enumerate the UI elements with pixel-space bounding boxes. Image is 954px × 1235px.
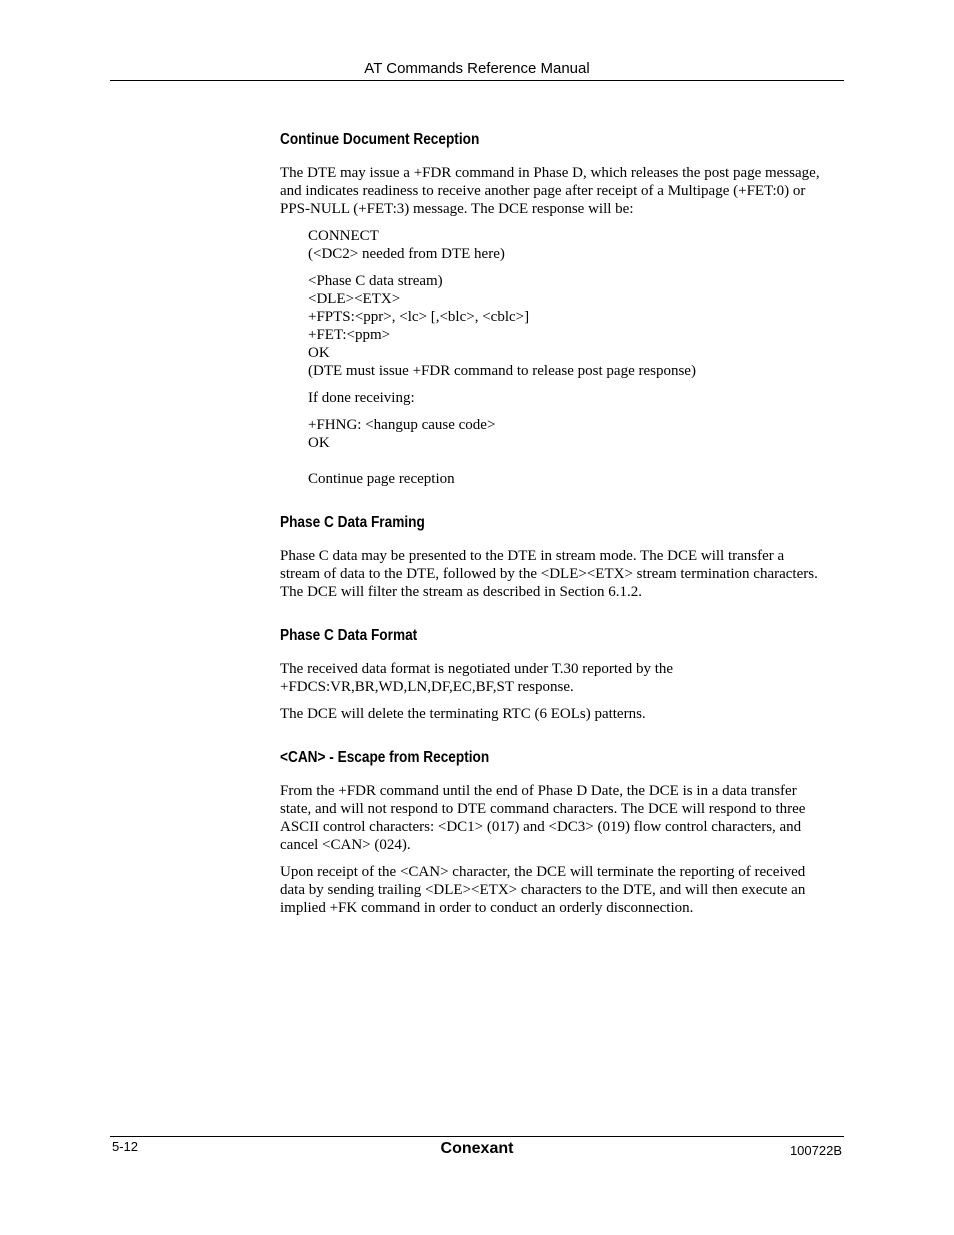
text-line: data by sending trailing <DLE><ETX> characters to the DTE, and will then execute an <box>280 882 806 898</box>
text-line: implied +FK command in order to conduct an orderly disconnection. <box>280 900 694 916</box>
header-title: AT Commands Reference Manual <box>364 60 590 77</box>
footer-divider <box>110 1136 844 1137</box>
text-line: stream of data to the DTE, followed by the <DLE><ETX> stream termination characters. <box>280 566 818 582</box>
text-line: cancel <CAN> (024). <box>280 837 411 853</box>
header-divider <box>110 80 844 81</box>
response-block <box>308 416 844 452</box>
text-line: The received data format is negotiated under T.30 reported by the <box>280 661 674 677</box>
text-line: +FDCS:VR,BR,WD,LN,DF,EC,BF,ST response. <box>280 679 574 695</box>
text-line: Phase C data may be presented to the DTE in stream mode. The DCE will transfer a <box>280 548 785 564</box>
section-gap <box>280 732 844 748</box>
text-line: CONNECT <box>308 228 379 244</box>
section-heading: Phase C Data Format <box>280 627 418 644</box>
section-phase-c-data-format <box>280 626 844 723</box>
response-block <box>308 470 844 488</box>
document-number: 100722B <box>789 1143 842 1158</box>
section-continue-document-reception <box>280 130 844 488</box>
paragraph <box>280 660 844 696</box>
response-block <box>308 272 844 380</box>
paragraph <box>280 705 844 723</box>
section-phase-c-data-framing <box>280 513 844 601</box>
paragraph <box>280 863 844 917</box>
text-line: The DCE will filter the stream as described in Section 6.1.2. <box>280 584 642 600</box>
section-heading: Continue Document Reception <box>280 131 480 148</box>
section-heading: Phase C Data Framing <box>280 514 425 531</box>
text-line: (DTE must issue +FDR command to release post page response) <box>308 363 696 379</box>
text-line: The DCE will delete the terminating RTC (6 EOLs) patterns. <box>280 706 646 722</box>
text-line: OK <box>308 345 330 361</box>
text-line: +FPTS:<ppr>, <lc> [,<blc>, <cblc>] <box>308 309 530 325</box>
text-line: If done receiving: <box>308 390 415 406</box>
page-content <box>280 130 844 926</box>
text-line: (<DC2> needed from DTE here) <box>308 246 505 262</box>
text-line: ASCII control characters: <DC1> (017) and <DC3> (019) flow control characters, and <box>280 819 802 835</box>
text-line: +FHNG: <hangup cause code> <box>308 417 496 433</box>
section-can-escape-from-reception <box>280 748 844 917</box>
text-line: From the +FDR command until the end of Phase D Date, the DCE is in a data transfer <box>280 783 797 799</box>
text-line: PPS-NULL (+FET:3) message. The DCE response will be: <box>280 201 634 217</box>
text-line: state, and will not respond to DTE command characters. The DCE will respond to three <box>280 801 806 817</box>
paragraph <box>280 164 844 218</box>
section-gap <box>280 497 844 513</box>
paragraph <box>280 782 844 854</box>
text-line: +FET:<ppm> <box>308 327 391 343</box>
text-line: Upon receipt of the <CAN> character, the DCE will terminate the reporting of received <box>280 864 806 880</box>
page-number: 5-12 <box>112 1139 139 1154</box>
text-line: Continue page reception <box>308 471 455 487</box>
company-name: Conexant <box>440 1140 514 1157</box>
text-line: OK <box>308 435 330 451</box>
text-line: <DLE><ETX> <box>308 291 401 307</box>
response-block <box>308 389 844 407</box>
response-block <box>308 227 844 263</box>
text-line: The DTE may issue a +FDR command in Phase D, which releases the post page message, <box>280 165 820 181</box>
paragraph <box>280 547 844 601</box>
text-line: <Phase C data stream) <box>308 273 443 289</box>
section-gap <box>280 610 844 626</box>
section-heading: <CAN> - Escape from Reception <box>280 749 490 766</box>
text-line: and indicates readiness to receive another page after receipt of a Multipage (+FET:0) or <box>280 183 806 199</box>
